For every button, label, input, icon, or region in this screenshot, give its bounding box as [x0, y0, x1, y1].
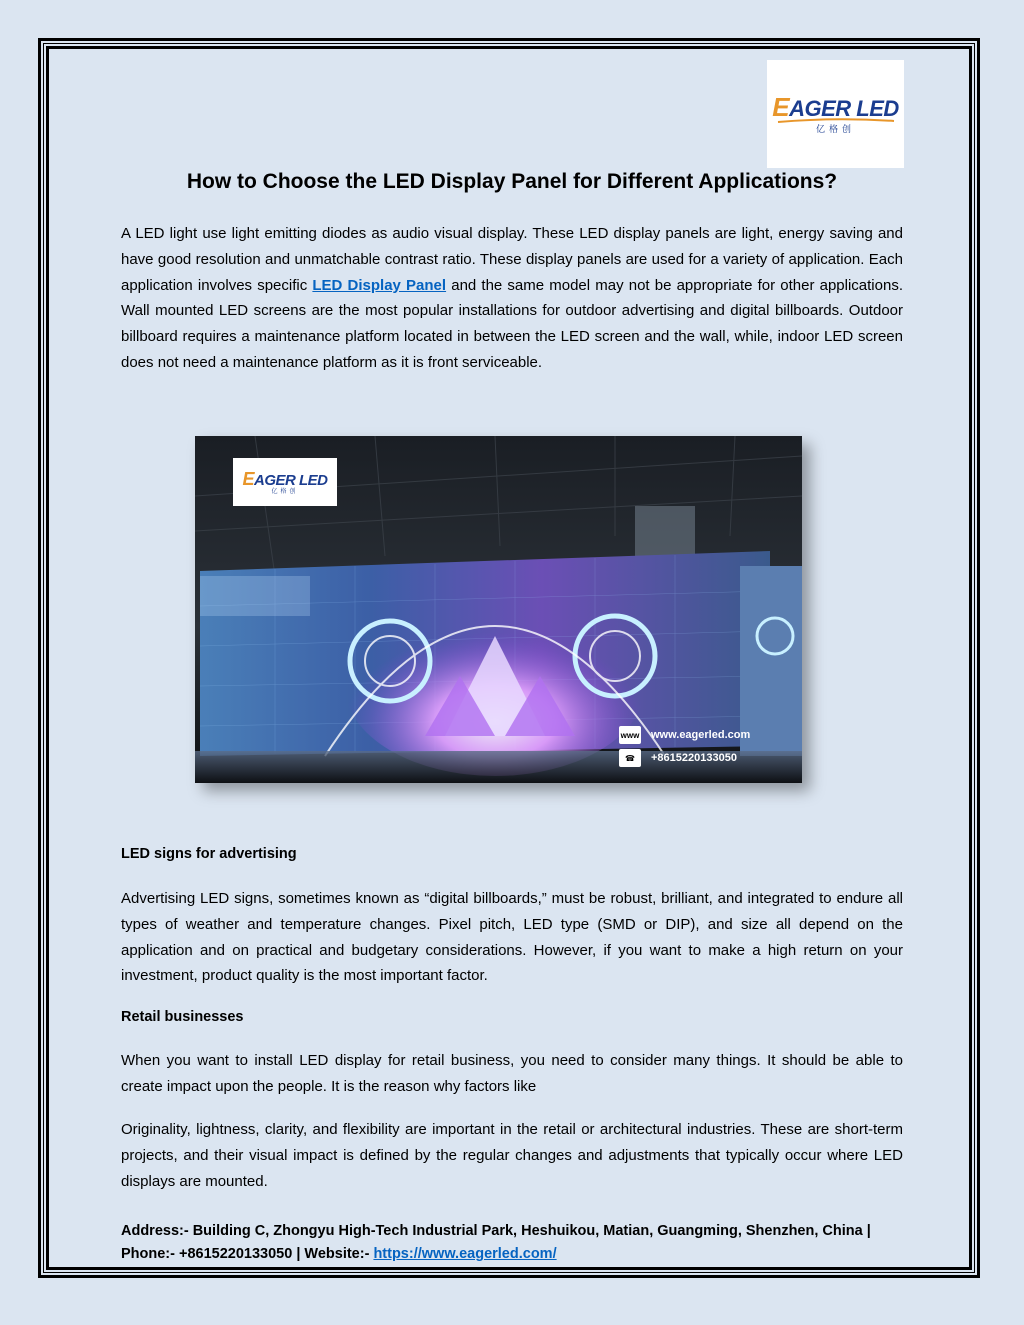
photo-website-text: www.eagerled.com: [651, 729, 751, 741]
website-link[interactable]: https://www.eagerled.com/: [373, 1246, 557, 1262]
advertising-paragraph: Advertising LED signs, sometimes known as “digital billboards,” must be robust, brilliant, and integrated to endure all types of weather and temperature changes. Pixel pitch, LED type (SMD or DIP), and size all depend on the application and on practical and budgetary considerations. However, if you want to make a high return on your investment, product quality is the most important factor.: [121, 890, 903, 985]
www-icon: www: [619, 726, 641, 744]
photo-phone-text: +8615220133050: [651, 752, 737, 764]
photo-phone-row: [619, 749, 737, 767]
intro-paragraph: A LED light use light emitting diodes as audio visual display. These LED display panels are light, energy saving and have good resolution and unmatchable contrast ratio. These display panels are used for a variety of application. Each application involves specific LED Display Panel and the same model may not be appropriate for other applications. Wall mounted LED screens are the most popular installations for outdoor advertising and digital billboards. Outdoor billboard requires a maintenance platform located in between the LED screen and the wall, while, indoor LED screen does not need a maintenance platform as it is front serviceable.: [121, 225, 903, 371]
led-screen-photo: [195, 436, 802, 783]
phone-icon: ☎: [619, 749, 641, 767]
photo-logo-overlay: EAGER LED 亿格创: [233, 458, 337, 506]
section-heading-advertising: LED signs for advertising: [121, 846, 297, 862]
retail-paragraph-1: When you want to install LED display for retail business, you need to consider many things. It should be able to create impact upon the people. It is the reason why factors like: [121, 1052, 903, 1095]
logo-wordmark: EAGER LED: [772, 92, 899, 122]
logo-chinese-name: 亿格创: [815, 124, 855, 134]
company-logo: [767, 60, 904, 168]
footer-address: Address:- Building C, Zhongyu High-Tech Industrial Park, Heshuikou, Matian, Guangming, Shenzhen, China | Phone:- +8615220133050 | Website:- https://www.eagerled.com/: [121, 1223, 871, 1262]
led-display-panel-link[interactable]: LED Display Panel: [312, 276, 447, 294]
photo-website-row: [619, 726, 750, 744]
section-heading-retail: Retail businesses: [121, 1009, 244, 1025]
page-title: How to Choose the LED Display Panel for Different Applications?: [186, 170, 838, 193]
retail-paragraph-2: Originality, lightness, clarity, and flexibility are important in the retail or architectural industries. These are short-term projects, and their visual impact is defined by the regular changes and adjustments that typically occur where LED displays are mounted.: [121, 1121, 903, 1190]
